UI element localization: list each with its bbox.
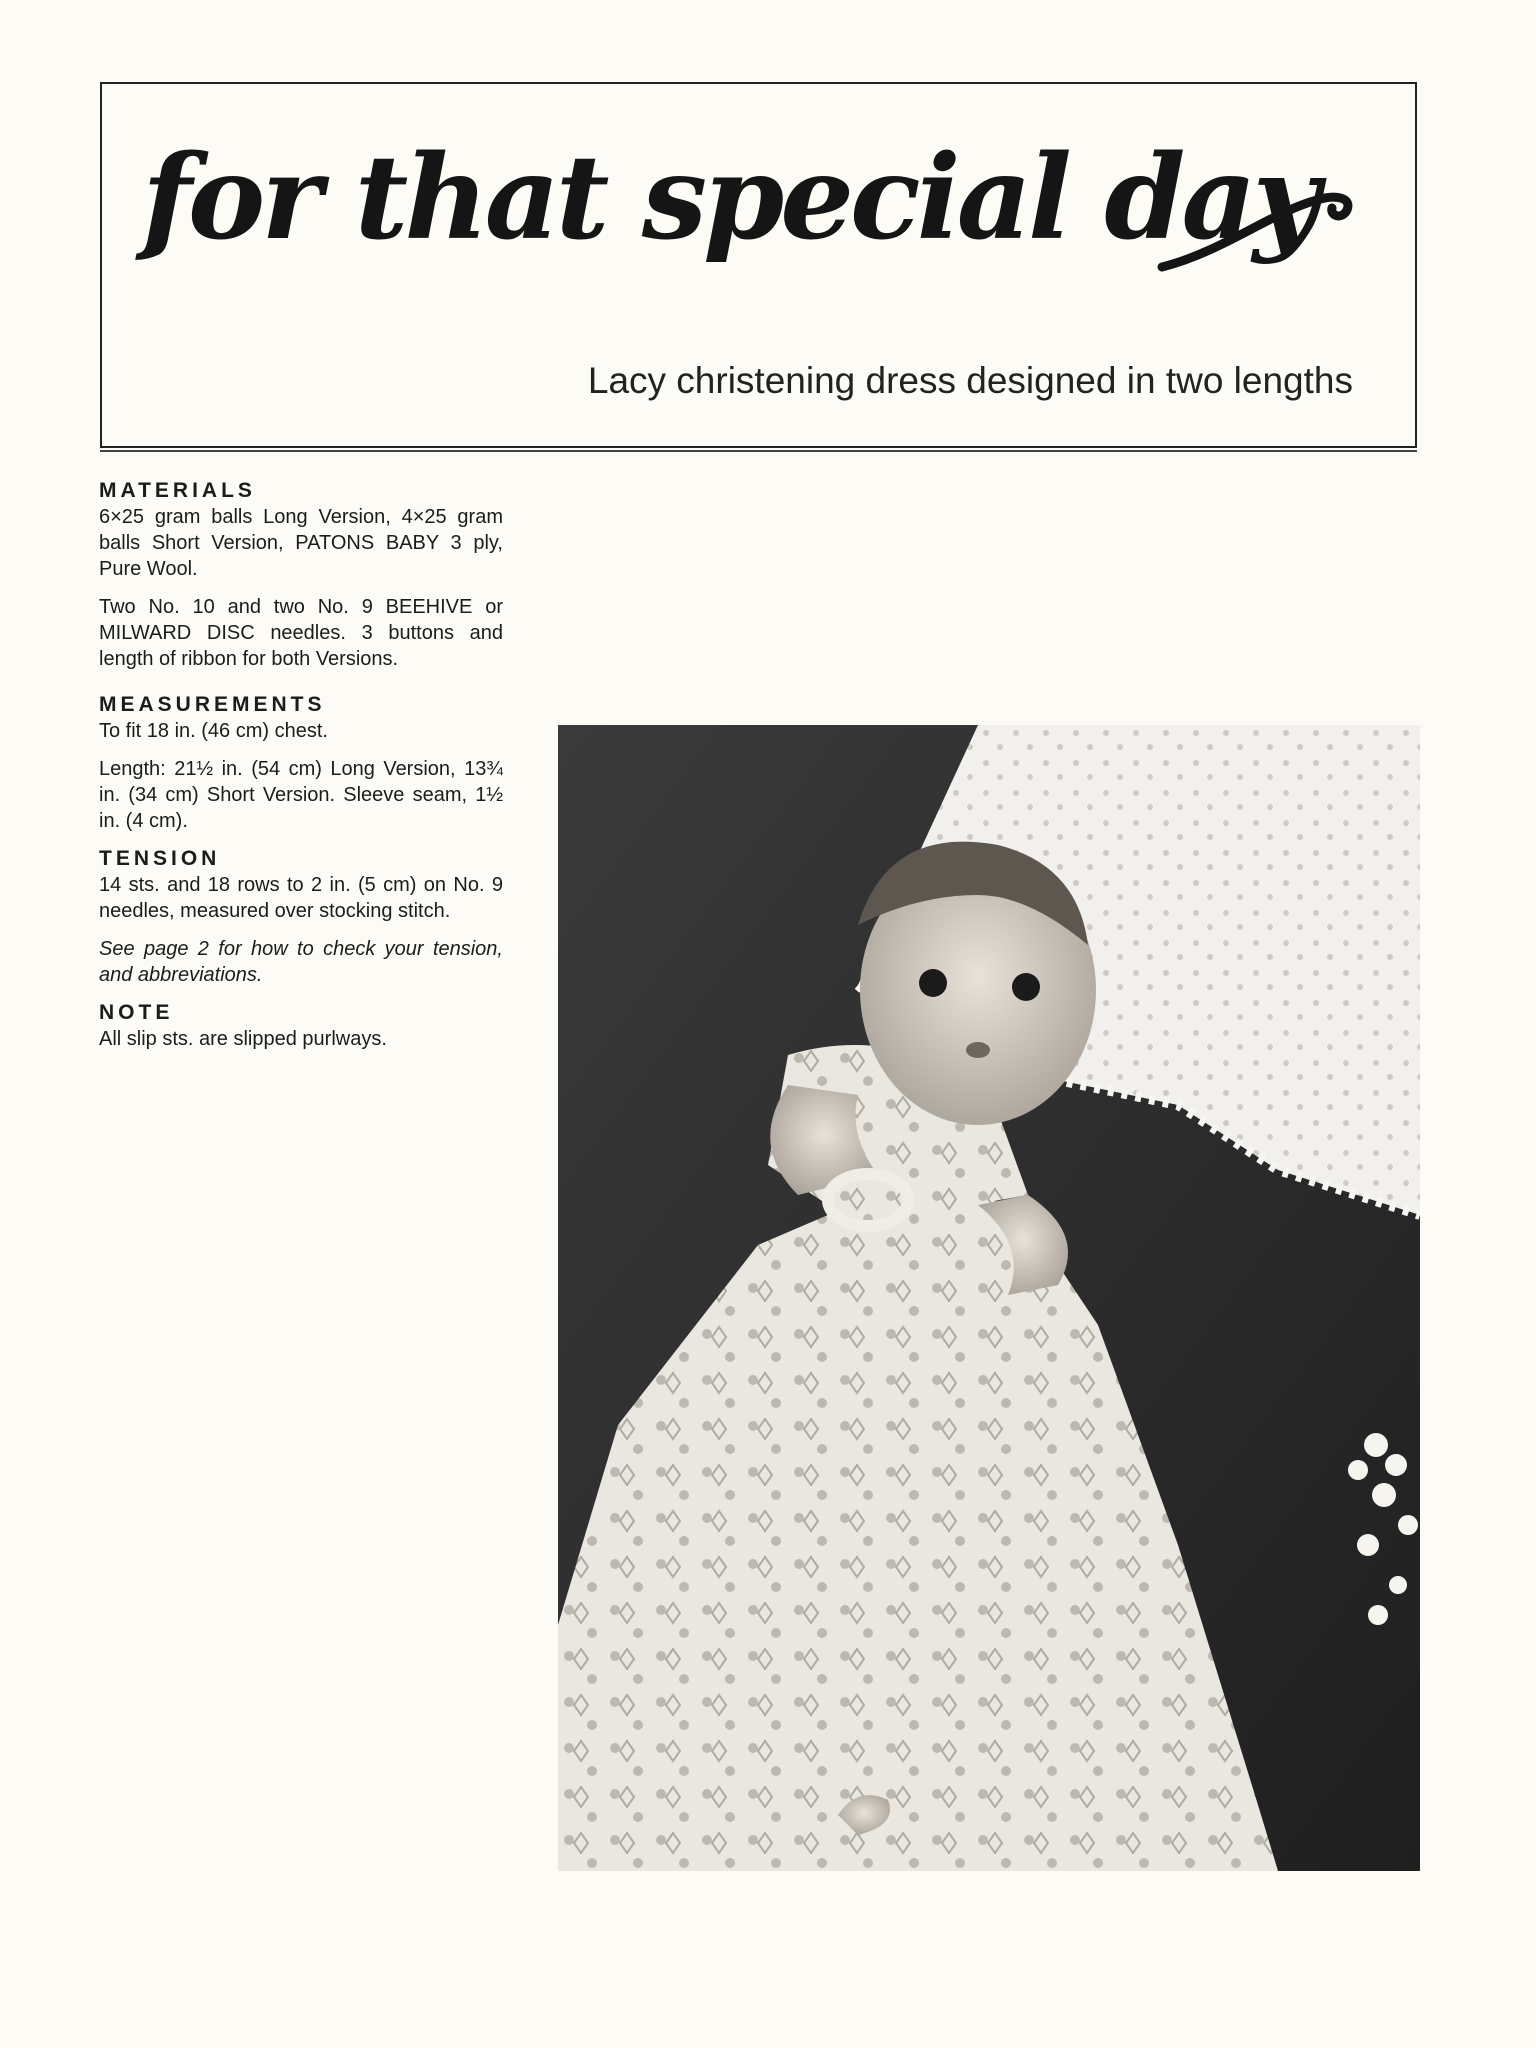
materials-text-2: Two No. 10 and two No. 9 BEEHIVE or MILWARD DISC needles. 3 buttons and length of ribbon for both Versions.	[99, 596, 503, 670]
note-heading: NOTE	[99, 1001, 174, 1024]
measurements-heading: MEASUREMENTS	[99, 693, 326, 716]
page-title: for that special day	[142, 130, 1317, 266]
measurements-section	[99, 692, 503, 834]
measurements-text-2: Length: 21½ in. (54 cm) Long Version, 13¾ in. (34 cm) Short Version. Sleeve seam, 1½ in. (4 cm).	[99, 758, 503, 832]
tension-text-1: 14 sts. and 18 rows to 2 in. (5 cm) on No. 9 needles, measured over stocking stitch.	[99, 874, 503, 922]
materials-text-1: 6×25 gram balls Long Version, 4×25 gram balls Short Version, PATONS BABY 3 ply, Pure Wool.	[99, 506, 503, 580]
page-subtitle: Lacy christening dress designed in two lengths	[587, 360, 1353, 401]
baby-christening-dress-photo	[558, 725, 1420, 1871]
materials-heading: MATERIALS	[99, 479, 256, 502]
title-box	[100, 82, 1417, 448]
materials-section	[99, 478, 503, 672]
pattern-info-column	[99, 478, 503, 1064]
title-swash-ornament	[1152, 172, 1362, 282]
measurements-text-1: To fit 18 in. (46 cm) chest.	[99, 720, 328, 742]
photo-illustration	[558, 725, 1420, 1871]
note-section	[99, 1000, 503, 1052]
note-text-1: All slip sts. are slipped purlways.	[99, 1028, 387, 1050]
tension-section	[99, 846, 503, 988]
tension-text-2: See page 2 for how to check your tension, and abbreviations.	[99, 938, 503, 986]
tension-heading: TENSION	[99, 847, 221, 870]
